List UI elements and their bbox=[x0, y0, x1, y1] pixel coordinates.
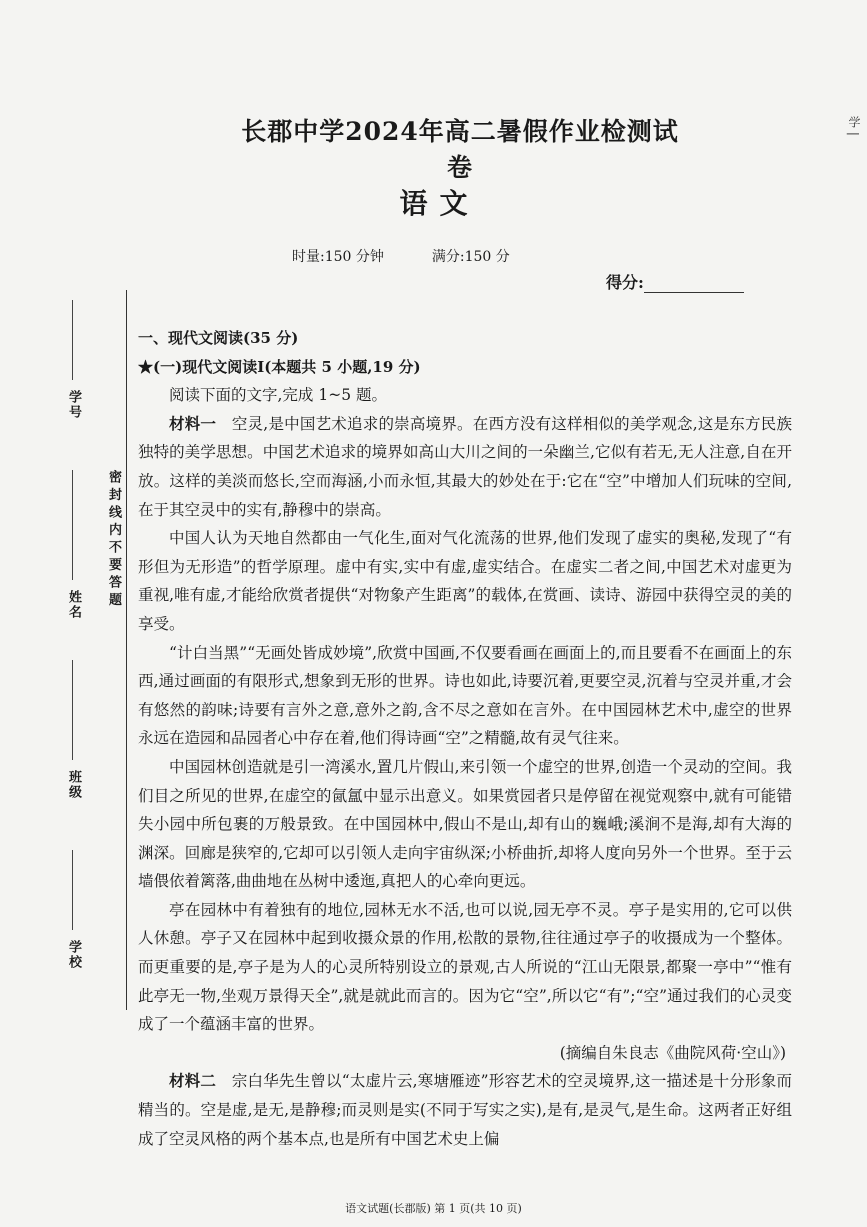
binding-line bbox=[126, 290, 127, 1010]
full-score: 满分:150 分 bbox=[431, 249, 510, 265]
subject-char-1: 语 bbox=[399, 187, 428, 220]
material-1-label: 材料一 bbox=[169, 413, 217, 433]
edge-marks: 学 | bbox=[847, 116, 861, 136]
binding-strip bbox=[40, 290, 130, 1010]
subject-char-2: 文 bbox=[439, 187, 468, 220]
score-label: 得分: bbox=[606, 273, 644, 292]
paragraph-text: 宗白华先生曾以“太虚片云,寒塘雁迹”形容艺术的空灵境界,这一描述是十分形象而精当的。空是虚,是无,是静穆;而灵则是实(不同于写实之实),是有,是灵气,是生命。这两者正好组成了空灵风格的两个基本点,也是所有中国艺术史上偏 bbox=[138, 1072, 792, 1148]
reading-section bbox=[138, 324, 792, 1153]
material-1-paragraph-3: “计白当黑”“无画处皆成妙境”,欣赏中国画,不仅要看画在画面上的,而且要看不在画面上的东西,通过画面的有限形式,想象到无形的世界。诗也如此,诗要沉着,更要空灵,沉着与空灵并重,才会有悠然的韵味;诗要有言外之意,意外之韵,含不尽之意如在言外。在中国园林艺术中,虚空的世界永远在造园和品园者心中存在着,他们得诗画“空”之精髓,故有灵气往来。 bbox=[138, 643, 792, 748]
section-heading: 一、现代文阅读(35 分) bbox=[138, 329, 299, 347]
blank-class bbox=[72, 660, 73, 760]
instruction: 阅读下面的文字,完成 1~5 题。 bbox=[169, 386, 387, 405]
page-footer: 语文试题(长郡版) 第 1 页(共 10 页) bbox=[345, 1202, 522, 1215]
subsection-heading: ★(一)现代文阅读Ⅰ(本题共 5 小题,19 分) bbox=[138, 357, 421, 376]
material-1-paragraph-1 bbox=[138, 410, 792, 524]
exam-title: 长郡中学2024年高二暑假作业检测试卷 bbox=[241, 117, 679, 182]
label-student-id: 学号 bbox=[66, 390, 81, 420]
material-1-source: (摘编自朱良志《曲院风荷·空山》) bbox=[559, 1043, 786, 1062]
material-2-label: 材料二 bbox=[169, 1071, 217, 1091]
exam-info bbox=[292, 246, 510, 266]
subject-title bbox=[0, 182, 867, 222]
time-limit: 时量:150 分钟 bbox=[292, 249, 384, 265]
score-blank[interactable] bbox=[644, 278, 744, 293]
material-1-paragraph-4: 中国园林创造就是引一湾溪水,置几片假山,来引领一个虚空的世界,创造一个灵动的空间。我们目之所见的世界,在虚空的氤氲中显示出意义。如果赏园者只是停留在视觉观察中,就有可能错失小园中所包裹的万般景致。在中国园林中,假山不是山,却有山的巍峨;溪涧不是海,却有大海的渊深。回廊是狭窄的,它却可以引领人走向宇宙纵深;小桥曲折,却将人度向另外一个世界。至于云墙偎依着篱落,曲曲地在丛树中逶迤,真把人的心牵向更远。 bbox=[138, 757, 792, 891]
blank-student-id bbox=[72, 300, 73, 380]
label-class: 班级 bbox=[66, 770, 81, 800]
blank-school bbox=[72, 850, 73, 930]
material-2-paragraph-1 bbox=[138, 1067, 792, 1153]
score-field[interactable] bbox=[606, 270, 744, 293]
label-school: 学校 bbox=[66, 940, 81, 970]
seal-text: 密 封 线 内 不 要 答 题 bbox=[106, 470, 121, 606]
material-1-paragraph-5: 亭在园林中有着独有的地位,园林无水不活,也可以说,园无亭不灵。亭子是实用的,它可以供人休憩。亭子又在园林中起到收摄众景的作用,松散的景物,往往通过亭子的收摄成为一个整体。而更重要的是,亭子是为人的心灵所特别设立的景观,古人所说的“江山无限景,都聚一亭中”“惟有此亭无一物,坐观万景得天全”,就是就此而言的。因为它“空”,所以它“有”;“空”通过我们的心灵变成了一个蕴涵丰富的世界。 bbox=[138, 900, 792, 1034]
blank-name bbox=[72, 470, 73, 580]
paragraph-text: 空灵,是中国艺术追求的崇高境界。在西方没有这样相似的美学观念,这是东方民族独特的美学思想。中国艺术追求的境界如高山大川之间的一朵幽兰,它似有若无,无人注意,自在开放。这样的美淡而悠长,空而海涵,小而永恒,其最大的妙处在于:它在“空”中增加人们玩味的空间,在于其空灵中的实有,静穆中的崇高。 bbox=[138, 414, 793, 519]
label-name: 姓名 bbox=[66, 590, 81, 620]
material-1-paragraph-2: 中国人认为天地自然都由一气化生,面对气化流荡的世界,他们发现了虚实的奥秘,发现了“有形但为无形造”的哲学原理。虚中有实,实中有虚,虚实结合。在虚实二者之间,中国艺术对虚更为重视,唯有虚,才能给欣赏者提供“对物象产生距离”的载体,在赏画、读诗、游园中获得空灵的美的享受。 bbox=[138, 529, 792, 633]
